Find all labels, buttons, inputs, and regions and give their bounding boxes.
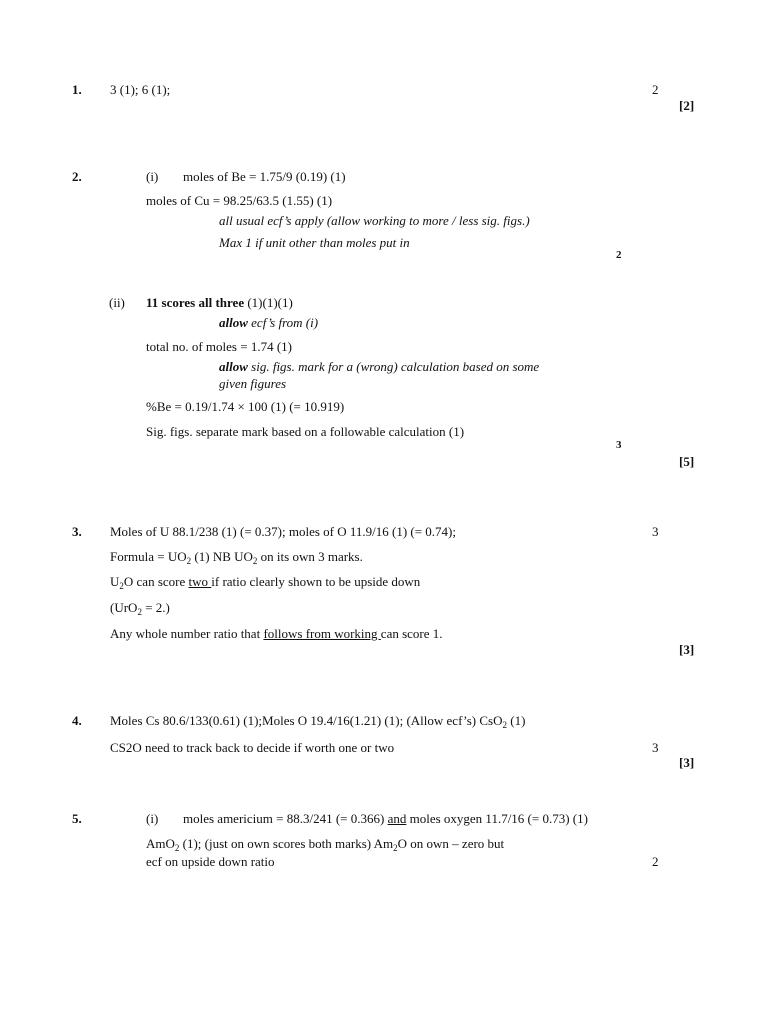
answer-text: Sig. figs. separate mark based on a followable calculation (1) [146, 424, 465, 439]
answer-text [110, 574, 420, 590]
answer-text [183, 811, 588, 827]
part-label: (ii) [109, 295, 125, 310]
text-segment: (1) NB UO [191, 549, 253, 564]
text-segment: (1); (just on own scores both marks) Am [179, 836, 394, 851]
answer-text: total no. of moles = 1.74 (1) [146, 339, 292, 354]
answer-text [110, 626, 443, 642]
subscript: 2 [252, 556, 258, 566]
answer-text: %Be = 0.19/1.74 × 100 (1) (= 10.919) [146, 399, 345, 414]
emphasis-text: allow [219, 359, 248, 374]
text-segment: O can score [123, 574, 189, 589]
answer-text: CS2O need to track back to decide if worth one or two [110, 740, 395, 755]
text-segment: (1) [506, 713, 526, 728]
mark-value: 2 [652, 854, 659, 869]
text-segment: on its own 3 marks. [257, 549, 363, 564]
question-number: 4. [72, 713, 82, 728]
text-segment: (UrO [110, 600, 138, 615]
text-segment: moles americium = 88.3/241 (= 0.366) [183, 811, 388, 826]
underlined-text: follows from working [263, 626, 381, 641]
answer-text [110, 600, 170, 616]
mark-value: 2 [652, 82, 659, 97]
subscript: 2 [119, 581, 124, 591]
emphasis-text: allow [219, 315, 248, 330]
marking-note: given figures [219, 376, 287, 391]
part-label: (i) [146, 811, 159, 826]
marking-note: all usual ecf’s apply (allow working to more / less sig. figs.) [219, 213, 530, 228]
question-total: [2] [679, 98, 695, 113]
subscript: 2 [174, 843, 180, 853]
text-segment: Moles Cs 80.6/133(0.61) (1);Moles O 19.4/16(1.21) (1); (Allow ecf’s) CsO [110, 713, 503, 728]
text-segment: moles oxygen 11.7/16 (= 0.73) (1) [406, 811, 588, 826]
underlined-text: and [387, 811, 407, 826]
subscript: 2 [186, 556, 192, 566]
marking-note: Max 1 if unit other than moles put in [219, 235, 410, 250]
mark-value: 3 [652, 524, 659, 539]
subscript: 2 [502, 720, 507, 730]
answer-text [110, 549, 363, 565]
text-segment: O on own – zero but [397, 836, 505, 851]
note-text: sig. figs. mark for a (wrong) calculation based on some [247, 359, 540, 374]
answer-text: moles of Cu = 98.25/63.5 (1.55) (1) [146, 193, 333, 208]
text-segment: U [110, 574, 120, 589]
answer-text: ecf on upside down ratio [146, 854, 275, 869]
underlined-text: two [188, 574, 212, 589]
text-segment: AmO [146, 836, 175, 851]
mark-value: 3 [616, 439, 622, 451]
note-text: ecf’s from (i) [247, 315, 319, 330]
answer-text [146, 295, 293, 311]
emphasis-text: 11 scores all three [146, 295, 245, 310]
question-number: 3. [72, 524, 82, 539]
question-number: 1. [72, 82, 82, 97]
part-label: (i) [146, 169, 159, 184]
answer-text [110, 713, 525, 729]
marking-note [219, 359, 539, 375]
answer-text: moles of Be = 1.75/9 (0.19) (1) [183, 169, 346, 184]
answer-text: Moles of U 88.1/238 (1) (= 0.37); moles of O 11.9/16 (1) (= 0.74); [110, 524, 456, 539]
answer-text: (1)(1)(1) [244, 295, 293, 310]
question-total: [3] [679, 755, 695, 770]
mark-value: 2 [616, 249, 622, 261]
marking-note [219, 315, 318, 331]
text-segment: Formula = UO [110, 549, 187, 564]
subscript: 2 [137, 607, 142, 617]
answer-text: 3 (1); 6 (1); [110, 82, 171, 97]
text-segment: = 2.) [141, 600, 170, 615]
text-segment: can score 1. [380, 626, 443, 641]
subscript: 2 [393, 843, 398, 853]
question-number: 5. [72, 811, 82, 826]
text-segment: if ratio clearly shown to be upside down [211, 574, 421, 589]
mark-value: 3 [652, 740, 659, 755]
question-total: [3] [679, 642, 695, 657]
question-total: [5] [679, 454, 695, 469]
question-number: 2. [72, 169, 82, 184]
text-segment: Any whole number ratio that [110, 626, 264, 641]
answer-text [146, 836, 504, 852]
